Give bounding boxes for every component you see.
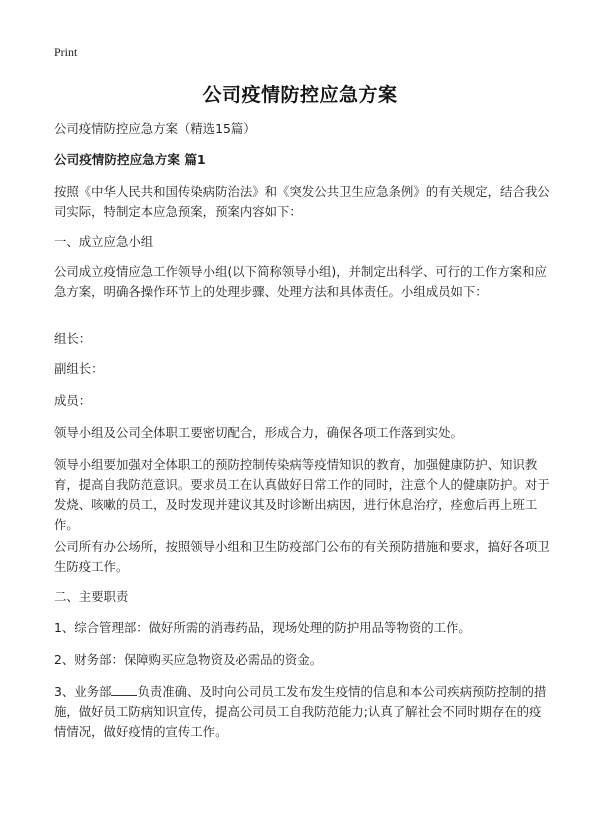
print-label[interactable]: Print — [54, 45, 78, 59]
section-heading: 公司疫情防控应急方案 篇1 — [54, 152, 206, 167]
duty-item: 2、财务部：保障购买应急物资及必需品的资金。 — [54, 652, 323, 667]
blank-underline — [111, 682, 137, 696]
heading-emergency-group: 一、成立应急小组 — [54, 234, 154, 249]
duty-item: 1、综合管理部：做好所需的消毒药品，现场处理的防护用品等物资的工作。 — [54, 620, 471, 635]
document-subtitle: 公司疫情防控应急方案（精选15篇） — [54, 121, 256, 136]
leader-line: 组长： — [54, 331, 92, 346]
deputy-leader-line: 副组长： — [54, 361, 104, 376]
cooperation-paragraph: 领导小组及公司全体职工要密切配合，形成合力，确保各项工作落到实处。 — [54, 425, 463, 440]
heading-main-duties: 二、主要职责 — [54, 589, 129, 604]
intro-paragraph: 按照《中华人民共和国传染病防治法》和《突发公共卫生应急条例》的有关规定，结合我公司实际，特制定本应急预案，预案内容如下： — [54, 184, 550, 219]
document-title: 公司疫情防控应急方案 — [202, 84, 398, 106]
duty-3-text: 负责准确、及时向公司员工发布发生疫情的信息和本公司疾病预防控制的措施，做好员工防病知识宣传，提高公司员工自我防范能力;认真了解社会不同时期存在的疫情情况，做好疫情的宣传工作。 — [54, 684, 547, 739]
workplace-paragraph: 公司所有办公场所，按照领导小组和卫生防疫部门公布的有关预防措施和要求，搞好各项卫生防疫工作。 — [54, 539, 550, 574]
group-setup-paragraph: 公司成立疫情应急工作领导小组(以下简称领导小组)，并制定出科学、可行的工作方案和应急方案，明确各操作环节上的处理步骤、处理方法和具体责任。小组成员如下： — [54, 264, 547, 299]
education-paragraph: 领导小组要加强对全体职工的预防控制传染病等疫情知识的教育，加强健康防护、知识教育，提高自我防范意识。要求员工在认真做好日常工作的同时，注意个人的健康防护。对于发烧、咳嗽的员工，及时发现并建议其及时诊断出病因，进行休息治疗，痊愈后再上班工作。 — [54, 457, 550, 532]
members-line: 成员： — [54, 393, 92, 408]
duty-item — [54, 682, 550, 742]
duty-3-prefix: 3、业务部 — [54, 684, 112, 699]
